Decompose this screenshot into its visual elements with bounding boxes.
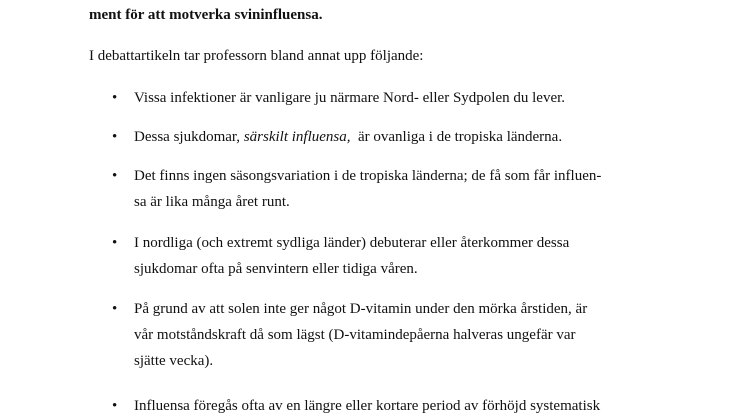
- bullet-line: Influensa föregås ofta av en längre eller kortare period av förhöjd systematisk: [134, 398, 601, 414]
- bullet-text-after: är ovanliga i de tropiska länderna.: [350, 129, 563, 145]
- bullet-text: [134, 230, 674, 282]
- bullet-icon: •: [112, 398, 118, 414]
- bullet-text: [134, 163, 674, 215]
- bullet-icon: •: [112, 235, 118, 251]
- bullet-line: I nordliga (och extremt sydliga länder) debuterar eller återkommer dessa: [134, 235, 570, 251]
- bullet-line: sjätte vecka).: [134, 353, 214, 369]
- bullet-text: [134, 85, 674, 111]
- bullet-line: sjukdomar ofta på senvintern eller tidiga våren.: [134, 261, 418, 277]
- bullet-line: På grund av att solen inte ger något D-vitamin under den mörka årstiden, är: [134, 301, 588, 317]
- bullet-line: [134, 124, 674, 150]
- heading-line: ment för att motverka svininfluensa.: [89, 7, 323, 23]
- bullet-icon: •: [112, 90, 118, 106]
- bullet-icon: •: [112, 129, 118, 145]
- bullet-text: [134, 124, 674, 150]
- bullet-icon: •: [112, 301, 118, 317]
- bullet-text-italic: särskilt influensa,: [243, 129, 351, 145]
- bullet-line: Det finns ingen säsongsvariation i de tropiska länderna; de få som får influen-: [134, 168, 602, 184]
- bullet-text: [134, 296, 674, 374]
- intro-paragraph: I debattartikeln tar professorn bland annat upp följande:: [89, 48, 424, 64]
- bullet-line: vår motståndskraft då som lägst (D-vitamindepåerna halveras ungefär var: [134, 327, 576, 343]
- bullet-line: sa är lika många året runt.: [134, 194, 290, 210]
- bullet-line: Vissa infektioner är vanligare ju närmare Nord- eller Sydpolen du lever.: [134, 90, 566, 106]
- bullet-text-before: Dessa sjukdomar,: [134, 129, 244, 145]
- bullet-icon: •: [112, 168, 118, 184]
- bullet-text: [134, 393, 674, 419]
